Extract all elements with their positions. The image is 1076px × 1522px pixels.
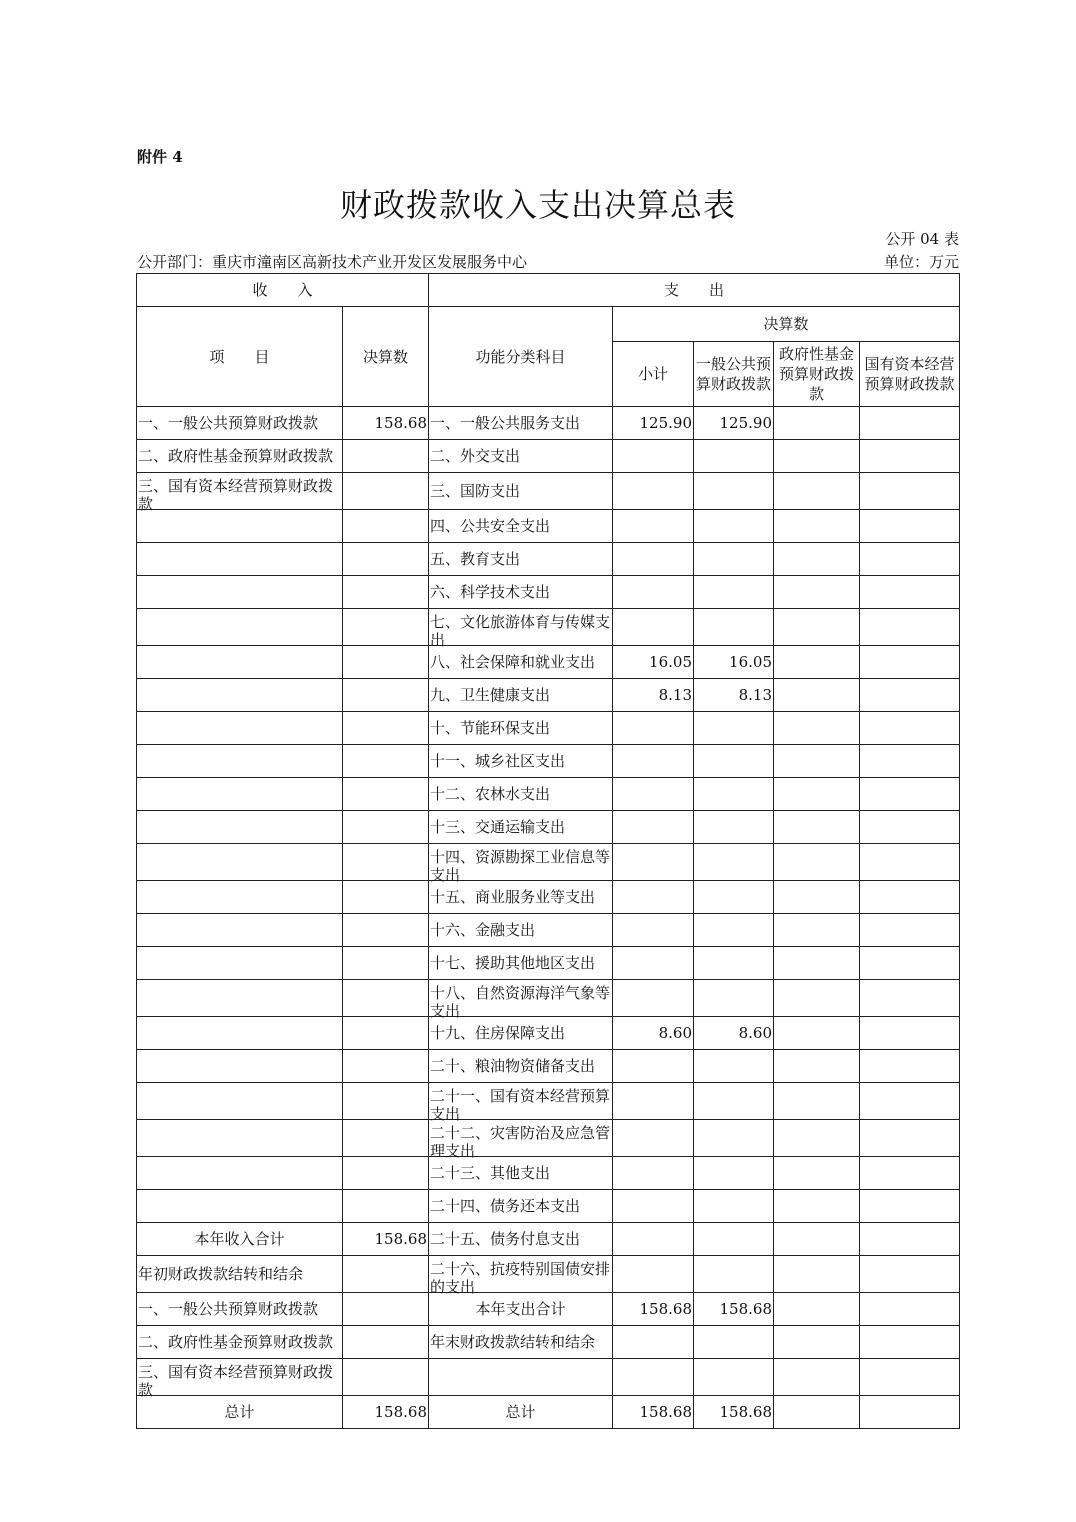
table-row xyxy=(137,947,960,980)
expense-gov-fund xyxy=(774,1396,860,1429)
income-amount xyxy=(343,947,429,980)
income-amount xyxy=(343,745,429,778)
expense-general-budget: 125.90 xyxy=(694,407,774,440)
table-row xyxy=(137,881,960,914)
income-amount xyxy=(343,1157,429,1190)
expense-subtotal xyxy=(613,980,694,1017)
expense-state-capital xyxy=(860,1223,960,1256)
expense-gov-fund xyxy=(774,1017,860,1050)
expense-category-text: 十四、资源勘探工业信息等支出 xyxy=(430,848,611,884)
income-item: 总计 xyxy=(137,1396,343,1429)
expense-gov-fund xyxy=(774,1190,860,1223)
expense-gov-fund xyxy=(774,1293,860,1326)
income-item xyxy=(137,811,343,844)
expense-subtotal xyxy=(613,510,694,543)
expense-general-budget xyxy=(694,980,774,1017)
expense-state-capital xyxy=(860,980,960,1017)
income-item xyxy=(137,1083,343,1120)
income-amount xyxy=(343,609,429,646)
table-row xyxy=(137,576,960,609)
expense-state-capital xyxy=(860,1017,960,1050)
expense-category xyxy=(429,844,613,884)
expense-gov-fund xyxy=(774,914,860,947)
income-item xyxy=(137,1359,343,1399)
general-budget-header: 一般公共预算财政拨款 xyxy=(694,342,774,407)
expense-state-capital xyxy=(860,646,960,679)
expense-subtotal: 16.05 xyxy=(613,646,694,679)
income-amount xyxy=(343,844,429,881)
expense-category: 十六、金融支出 xyxy=(429,914,613,947)
expense-general-budget xyxy=(694,473,774,510)
expense-gov-fund xyxy=(774,881,860,914)
income-amount xyxy=(343,1326,429,1359)
unit-label: 单位：万元 xyxy=(883,253,959,271)
expense-state-capital xyxy=(860,712,960,745)
income-amount xyxy=(343,1120,429,1157)
income-item xyxy=(137,844,343,881)
expense-general-budget xyxy=(694,881,774,914)
expense-category: 本年支出合计 xyxy=(429,1293,613,1326)
income-amount xyxy=(343,679,429,712)
income-item: 二、政府性基金预算财政拨款 xyxy=(137,1326,343,1359)
expense-state-capital xyxy=(860,778,960,811)
expense-general-budget xyxy=(694,1120,774,1157)
income-item: 一、一般公共预算财政拨款 xyxy=(137,407,343,440)
income-item xyxy=(137,947,343,980)
income-amount xyxy=(343,881,429,914)
expense-state-capital xyxy=(860,510,960,543)
category-header: 功能分类科目 xyxy=(429,307,613,407)
table-row xyxy=(137,1359,960,1396)
table-row xyxy=(137,712,960,745)
table-row xyxy=(137,1083,960,1120)
expense-state-capital xyxy=(860,1120,960,1157)
income-item-text: 三、国有资本经营预算财政拨款 xyxy=(138,1363,334,1399)
expense-category: 八、社会保障和就业支出 xyxy=(429,646,613,679)
expense-general-budget xyxy=(694,914,774,947)
expense-category: 四、公共安全支出 xyxy=(429,510,613,543)
table-row xyxy=(137,609,960,646)
income-item xyxy=(137,679,343,712)
expense-state-capital xyxy=(860,440,960,473)
expense-general-budget xyxy=(694,844,774,881)
state-capital-header: 国有资本经营预算财政拨款 xyxy=(860,342,960,407)
expense-subtotal xyxy=(613,1190,694,1223)
expense-subtotal xyxy=(613,1157,694,1190)
expense-state-capital xyxy=(860,679,960,712)
income-item: 二、政府性基金预算财政拨款 xyxy=(137,440,343,473)
table-row xyxy=(137,980,960,1017)
expense-subtotal xyxy=(613,844,694,881)
income-item: 年初财政拨款结转和结余 xyxy=(137,1256,343,1293)
expense-subtotal xyxy=(613,712,694,745)
table-row xyxy=(137,510,960,543)
income-amount xyxy=(343,543,429,576)
expense-category xyxy=(429,609,613,649)
expense-state-capital xyxy=(860,811,960,844)
form-number: 公开 04 表 xyxy=(885,230,959,248)
income-amount xyxy=(343,576,429,609)
expense-general-budget xyxy=(694,576,774,609)
table-row xyxy=(137,745,960,778)
expense-category xyxy=(429,1256,613,1296)
expense-general-budget xyxy=(694,440,774,473)
income-amount xyxy=(343,1359,429,1396)
income-amount xyxy=(343,1190,429,1223)
expense-category: 二十、粮油物资储备支出 xyxy=(429,1050,613,1083)
expense-subtotal xyxy=(613,811,694,844)
table-row xyxy=(137,473,960,510)
income-item xyxy=(137,745,343,778)
income-amount xyxy=(343,510,429,543)
expense-category-text: 二十六、抗疫特别国债安排的支出 xyxy=(430,1260,611,1296)
expense-state-capital xyxy=(860,947,960,980)
expense-gov-fund xyxy=(774,712,860,745)
income-item xyxy=(137,543,343,576)
expense-state-capital xyxy=(860,609,960,646)
expense-general-budget xyxy=(694,745,774,778)
expense-gov-fund xyxy=(774,778,860,811)
income-item xyxy=(137,1050,343,1083)
income-amount xyxy=(343,811,429,844)
expense-general-budget xyxy=(694,1326,774,1359)
expense-subtotal xyxy=(613,1120,694,1157)
expense-gov-fund xyxy=(774,980,860,1017)
expense-gov-fund xyxy=(774,1256,860,1293)
expense-subtotal xyxy=(613,881,694,914)
income-amount xyxy=(343,1293,429,1326)
table-row xyxy=(137,543,960,576)
expense-subtotal xyxy=(613,473,694,510)
expense-gov-fund xyxy=(774,745,860,778)
expense-general-budget: 158.68 xyxy=(694,1396,774,1429)
subtotal-header: 小计 xyxy=(613,342,694,407)
table-row xyxy=(137,1293,960,1326)
expense-gov-fund xyxy=(774,440,860,473)
expense-general-budget xyxy=(694,1256,774,1293)
expense-subtotal xyxy=(613,543,694,576)
expense-category-text: 十八、自然资源海洋气象等支出 xyxy=(430,984,611,1020)
expense-category: 三、国防支出 xyxy=(429,473,613,510)
expense-state-capital xyxy=(860,576,960,609)
income-amount xyxy=(343,646,429,679)
expense-subtotal: 8.60 xyxy=(613,1017,694,1050)
expense-category xyxy=(429,1359,613,1396)
expense-general-budget: 8.60 xyxy=(694,1017,774,1050)
income-amount: 158.68 xyxy=(343,407,429,440)
table-row xyxy=(137,679,960,712)
expense-subtotal: 158.68 xyxy=(613,1396,694,1429)
expense-category: 年末财政拨款结转和结余 xyxy=(429,1326,613,1359)
expense-subtotal xyxy=(613,947,694,980)
table-row xyxy=(137,1223,960,1256)
income-item xyxy=(137,712,343,745)
expense-gov-fund xyxy=(774,844,860,881)
expense-state-capital xyxy=(860,1190,960,1223)
expense-subtotal xyxy=(613,576,694,609)
expense-category: 六、科学技术支出 xyxy=(429,576,613,609)
expense-category: 十五、商业服务业等支出 xyxy=(429,881,613,914)
expense-state-capital xyxy=(860,1396,960,1429)
expense-general-budget xyxy=(694,811,774,844)
expense-category: 十七、援助其他地区支出 xyxy=(429,947,613,980)
expense-gov-fund xyxy=(774,473,860,510)
table-row xyxy=(137,914,960,947)
income-amount xyxy=(343,778,429,811)
expense-subtotal: 125.90 xyxy=(613,407,694,440)
income-amount xyxy=(343,1050,429,1083)
expense-state-capital xyxy=(860,1050,960,1083)
income-item xyxy=(137,646,343,679)
table-row xyxy=(137,1017,960,1050)
income-item xyxy=(137,778,343,811)
expense-state-capital xyxy=(860,1157,960,1190)
expense-state-capital xyxy=(860,407,960,440)
income-amount: 158.68 xyxy=(343,1396,429,1429)
expense-gov-fund xyxy=(774,1157,860,1190)
expense-gov-fund xyxy=(774,1223,860,1256)
expense-category: 二十五、债务付息支出 xyxy=(429,1223,613,1256)
expense-subtotal xyxy=(613,609,694,646)
gov-fund-header: 政府性基金预算财政拨款 xyxy=(774,342,860,407)
expense-subtotal: 158.68 xyxy=(613,1293,694,1326)
expense-subtotal xyxy=(613,1326,694,1359)
expense-gov-fund xyxy=(774,407,860,440)
expense-gov-fund xyxy=(774,1326,860,1359)
department-label: 公开部门：重庆市潼南区高新技术产业开发区发展服务中心 xyxy=(137,253,528,271)
budget-table xyxy=(136,273,960,1429)
expense-state-capital xyxy=(860,1083,960,1120)
expense-state-capital xyxy=(860,1359,960,1396)
expense-general-budget: 16.05 xyxy=(694,646,774,679)
table-row xyxy=(137,1256,960,1293)
table-row xyxy=(137,1157,960,1190)
expense-subtotal xyxy=(613,745,694,778)
income-item xyxy=(137,980,343,1017)
table-row xyxy=(137,646,960,679)
expense-subtotal xyxy=(613,1050,694,1083)
expense-gov-fund xyxy=(774,543,860,576)
table-row xyxy=(137,1050,960,1083)
table-row xyxy=(137,1120,960,1157)
table-row xyxy=(137,1396,960,1429)
expense-category: 二、外交支出 xyxy=(429,440,613,473)
expense-subtotal xyxy=(613,440,694,473)
income-item xyxy=(137,1157,343,1190)
expense-subtotal xyxy=(613,914,694,947)
income-item xyxy=(137,510,343,543)
expense-gov-fund xyxy=(774,1359,860,1396)
income-amount xyxy=(343,440,429,473)
expense-gov-fund xyxy=(774,576,860,609)
income-item: 一、一般公共预算财政拨款 xyxy=(137,1293,343,1326)
income-amount xyxy=(343,712,429,745)
expense-state-capital xyxy=(860,1293,960,1326)
expense-general-budget xyxy=(694,1359,774,1396)
annex-label: 附件 4 xyxy=(137,148,183,166)
expense-gov-fund xyxy=(774,679,860,712)
income-amount xyxy=(343,1083,429,1120)
income-amount xyxy=(343,980,429,1017)
income-item xyxy=(137,1120,343,1157)
expense-state-capital xyxy=(860,745,960,778)
table-row xyxy=(137,844,960,881)
expense-state-capital xyxy=(860,1326,960,1359)
income-item: 本年收入合计 xyxy=(137,1223,343,1256)
expense-category-text: 七、文化旅游体育与传媒支出 xyxy=(430,613,611,649)
expense-gov-fund xyxy=(774,646,860,679)
expense-gov-fund xyxy=(774,510,860,543)
expense-state-capital xyxy=(860,914,960,947)
income-item xyxy=(137,609,343,646)
item-header: 项 目 xyxy=(137,307,343,407)
expense-general-budget: 8.13 xyxy=(694,679,774,712)
expense-general-budget xyxy=(694,1050,774,1083)
expense-gov-fund xyxy=(774,609,860,646)
expense-category: 十三、交通运输支出 xyxy=(429,811,613,844)
expense-general-budget xyxy=(694,1157,774,1190)
expense-category: 五、教育支出 xyxy=(429,543,613,576)
expense-general-budget xyxy=(694,712,774,745)
expense-general-budget xyxy=(694,543,774,576)
expense-gov-fund xyxy=(774,1050,860,1083)
expense-state-capital xyxy=(860,473,960,510)
table-row xyxy=(137,811,960,844)
income-item xyxy=(137,576,343,609)
expense-general-budget xyxy=(694,1190,774,1223)
expense-subtotal xyxy=(613,778,694,811)
income-group-header: 收 入 xyxy=(137,274,429,307)
expense-general-budget: 158.68 xyxy=(694,1293,774,1326)
expense-subtotal xyxy=(613,1083,694,1120)
expense-gov-fund xyxy=(774,811,860,844)
expense-general-budget xyxy=(694,609,774,646)
expense-subtotal xyxy=(613,1256,694,1293)
expense-subtotal xyxy=(613,1223,694,1256)
table-row xyxy=(137,1326,960,1359)
expense-subtotal: 8.13 xyxy=(613,679,694,712)
expense-gov-fund xyxy=(774,1120,860,1157)
income-item xyxy=(137,1017,343,1050)
expense-category-text: 二十二、灾害防治及应急管理支出 xyxy=(430,1124,611,1160)
amount-header: 决算数 xyxy=(343,307,429,407)
income-item xyxy=(137,1190,343,1223)
expense-category xyxy=(429,980,613,1020)
expense-category: 二十三、其他支出 xyxy=(429,1157,613,1190)
expense-category: 一、一般公共服务支出 xyxy=(429,407,613,440)
income-amount xyxy=(343,473,429,510)
expense-general-budget xyxy=(694,510,774,543)
income-item-text: 三、国有资本经营预算财政拨款 xyxy=(138,477,334,513)
expense-category: 总计 xyxy=(429,1396,613,1429)
expense-category xyxy=(429,1120,613,1160)
income-amount xyxy=(343,914,429,947)
final-amount-header: 决算数 xyxy=(613,307,960,342)
expense-state-capital xyxy=(860,844,960,881)
expense-state-capital xyxy=(860,1256,960,1293)
table-row xyxy=(137,407,960,440)
income-item xyxy=(137,914,343,947)
expense-general-budget xyxy=(694,1083,774,1120)
expense-category xyxy=(429,1083,613,1123)
income-item xyxy=(137,473,343,513)
expense-general-budget xyxy=(694,947,774,980)
expense-category: 十、节能环保支出 xyxy=(429,712,613,745)
income-item xyxy=(137,881,343,914)
table-row xyxy=(137,1190,960,1223)
expense-category: 二十四、债务还本支出 xyxy=(429,1190,613,1223)
expense-category: 十一、城乡社区支出 xyxy=(429,745,613,778)
expense-gov-fund xyxy=(774,947,860,980)
table-row xyxy=(137,778,960,811)
income-amount xyxy=(343,1017,429,1050)
expense-subtotal xyxy=(613,1359,694,1396)
expense-gov-fund xyxy=(774,1083,860,1120)
expense-general-budget xyxy=(694,1223,774,1256)
expense-state-capital xyxy=(860,543,960,576)
expense-category: 十二、农林水支出 xyxy=(429,778,613,811)
page-title: 财政拨款收入支出决算总表 xyxy=(339,186,736,224)
expense-category-text: 二十一、国有资本经营预算支出 xyxy=(430,1087,611,1123)
expense-category: 十九、住房保障支出 xyxy=(429,1017,613,1050)
expense-group-header: 支 出 xyxy=(429,274,960,307)
expense-general-budget xyxy=(694,778,774,811)
income-amount xyxy=(343,1256,429,1293)
expense-state-capital xyxy=(860,881,960,914)
expense-category: 九、卫生健康支出 xyxy=(429,679,613,712)
table-row xyxy=(137,440,960,473)
income-amount: 158.68 xyxy=(343,1223,429,1256)
